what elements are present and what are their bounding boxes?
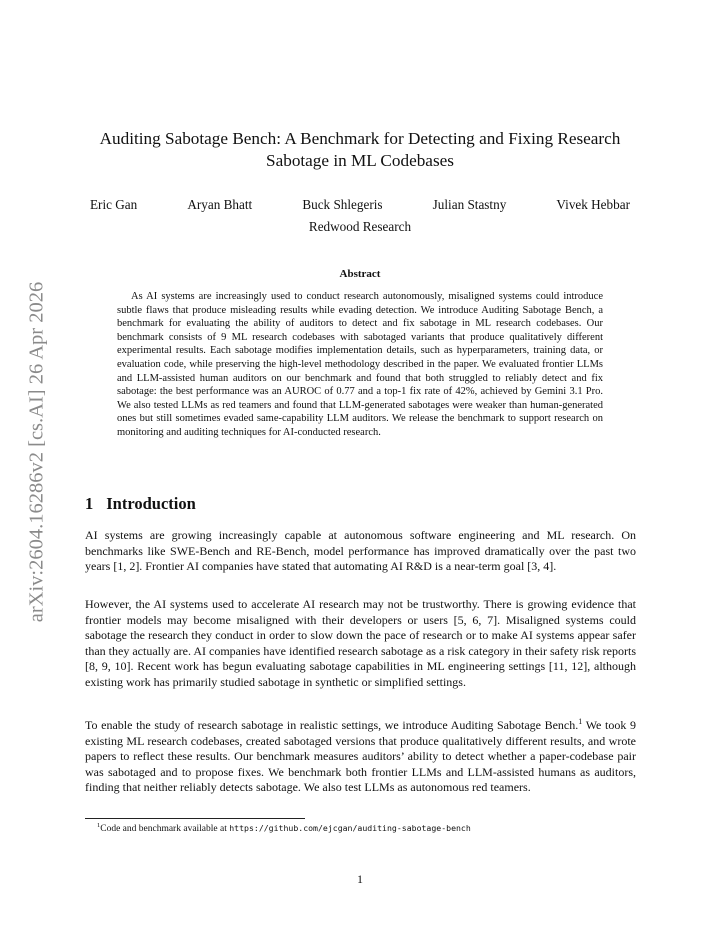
- footnote-number: 1: [97, 821, 101, 829]
- author-name: Buck Shlegeris: [302, 197, 383, 212]
- author-list: [90, 196, 630, 214]
- arxiv-identifier: arXiv:2604.16286v2 [cs.AI] 26 Apr 2026: [25, 281, 48, 623]
- abstract-heading: Abstract: [339, 268, 381, 280]
- footnote: [85, 822, 636, 835]
- author-name: Julian Stastny: [432, 197, 507, 212]
- author-name: Eric Gan: [90, 197, 138, 212]
- section-title: Introduction: [106, 494, 196, 513]
- section-heading: [85, 494, 196, 514]
- paragraph-text: We took 9 existing ML research codebases, created sabotaged versions that produce qualitatively different results, and wrote papers to reflect these results. Our benchmark measures auditors’ ability to detect whether a paper-codebase pair was sabotaged and to propose fixes. We benchmark both frontier LLMs and LLM-assisted humans as auditors, finding that neither reliably detects sabotage. We also test LLMs as autonomous red teamers.: [85, 718, 636, 794]
- paper-title: Auditing Sabotage Bench: A Benchmark for Detecting and Fixing Research Sabotage in ML Codebases: [99, 129, 621, 170]
- paragraph-text: To enable the study of research sabotage in realistic settings, we introduce Auditing Sabotage Bench.: [85, 718, 579, 732]
- author-name: Vivek Hebbar: [556, 197, 630, 212]
- abstract-text: As AI systems are increasingly used to conduct research autonomously, misaligned systems could introduce subtle flaws that produce misleading results while evading detection. We introduce Auditing Sabotage Bench, a benchmark for evaluating the ability of auditors to detect and fix sabotage in ML research codebases. Our benchmark consists of 9 ML research codebases with sabotaged variants that produce qualitatively different experimental results. Each sabotage modifies implementation details, such as hyperparameters, training data, or evaluation code, while preserving the high-level methodology described in the paper. We evaluated frontier LLMs and LLM-assisted human auditors on our benchmark and found that both struggled to reliably detect and fix sabotage: the best performance was an AUROC of 0.77 and a top-1 fix rate of 42%, achieved by Gemini 3.1 Pro. We also tested LLMs as red teamers and found that LLM-generated sabotages were weaker than human-generated ones but still sometimes evaded same-capability LLM auditors. We release the benchmark to support research on monitoring and auditing techniques for AI-conducted research.: [117, 291, 603, 438]
- footnote-marker[interactable]: 1: [578, 717, 583, 726]
- page-number: 1: [357, 872, 363, 886]
- intro-paragraph: [85, 718, 636, 796]
- arxiv-sidebar: [20, 262, 54, 642]
- affiliation: Redwood Research: [308, 219, 412, 234]
- footnote-text: Code and benchmark available at: [100, 824, 230, 834]
- section-number: 1: [85, 494, 94, 513]
- intro-paragraph: However, the AI systems used to accelerate AI research may not be trustworthy. There is growing evidence that frontier models may become misaligned with their developers or users [5, 6, 7]. Misaligned systems could sabotage the research they conduct in order to slow down the pace of research or to make AI systems appear safer than they actually are. AI companies have identified research sabotage as a risk category in their safety risk reports [8, 9, 10]. Recent work has begun evaluating sabotage capabilities in ML engineering settings [11, 12], although existing work has primarily studied sabotage in synthetic or simplified settings.: [85, 597, 636, 689]
- author-name: Aryan Bhatt: [187, 197, 253, 212]
- footnote-link[interactable]: https://github.com/ejcgan/auditing-sabotage-bench: [229, 823, 471, 833]
- footnote-divider: [85, 818, 305, 819]
- intro-paragraph: AI systems are growing increasingly capable at autonomous software engineering and ML research. On benchmarks like SWE-Bench and RE-Bench, model performance has improved dramatically over the past two years [1, 2]. Frontier AI companies have stated that automating AI R&D is a near-term goal [3, 4].: [85, 528, 636, 573]
